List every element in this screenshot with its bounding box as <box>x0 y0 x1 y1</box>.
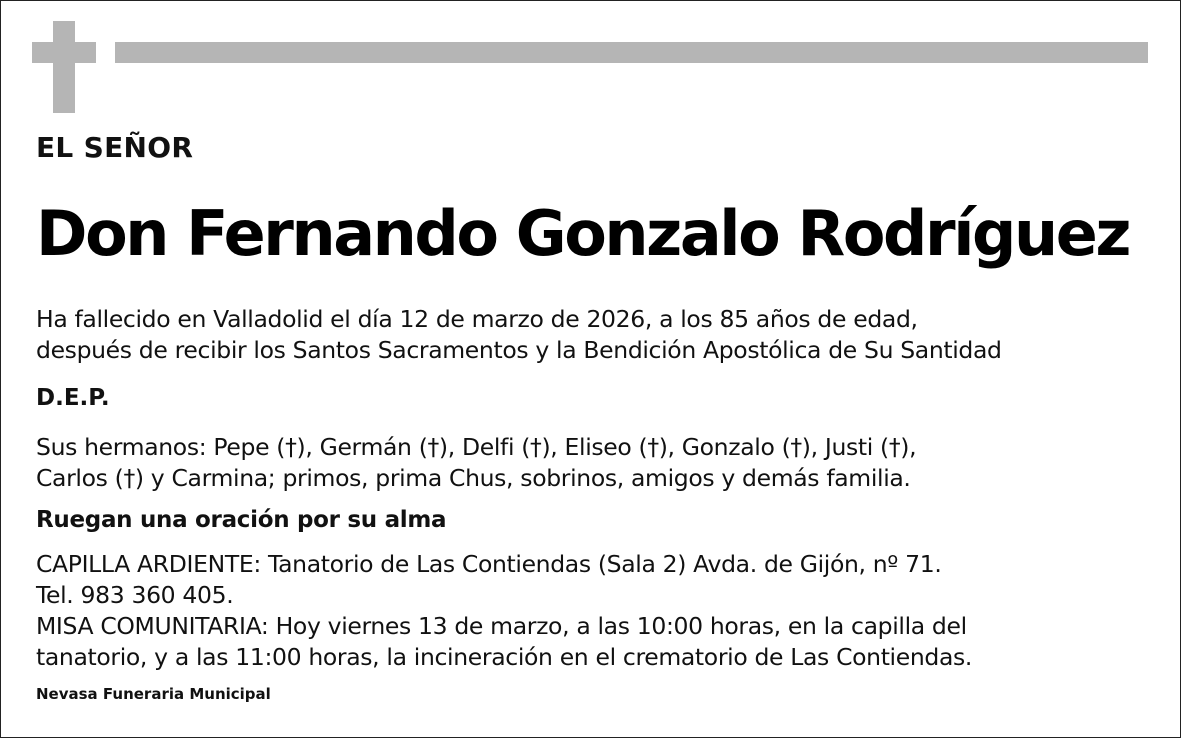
family-paragraph <box>36 432 916 494</box>
family-line: Carlos (†) y Carmina; primos, prima Chus, sobrinos, amigos y demás familia. <box>36 464 911 492</box>
deceased-name: Don Fernando Gonzalo Rodríguez <box>36 197 1130 270</box>
honorific-title: EL SEÑOR <box>36 131 194 164</box>
cross-vertical-beam <box>53 21 75 113</box>
announcement-line: Ha fallecido en Valladolid el día 12 de marzo de 2026, a los 85 años de edad, <box>36 305 918 333</box>
announcement-paragraph <box>36 304 1002 366</box>
chapel-line: CAPILLA ARDIENTE: Tanatorio de Las Contiendas (Sala 2) Avda. de Gijón, nº 71. <box>36 550 942 578</box>
mass-line: tanatorio, y a las 11:00 horas, la incineración en el crematorio de Las Contiendas. <box>36 643 973 671</box>
prayer-request: Ruegan una oración por su alma <box>36 507 447 533</box>
announcement-line: después de recibir los Santos Sacramentos y la Bendición Apostólica de Su Santidad <box>36 336 1002 364</box>
header-rule <box>115 42 1148 63</box>
cross-horizontal-beam <box>32 42 96 63</box>
mass-line: MISA COMUNITARIA: Hoy viernes 13 de marzo, a las 10:00 horas, en la capilla del <box>36 612 967 640</box>
rip-abbreviation: D.E.P. <box>36 385 110 411</box>
phone-line: Tel. 983 360 405. <box>36 581 234 609</box>
service-details <box>36 549 972 673</box>
family-line: Sus hermanos: Pepe (†), Germán (†), Delfi (†), Eliseo (†), Gonzalo (†), Justi (†), <box>36 433 917 461</box>
funeral-home-credit: Nevasa Funeraria Municipal <box>36 685 271 703</box>
